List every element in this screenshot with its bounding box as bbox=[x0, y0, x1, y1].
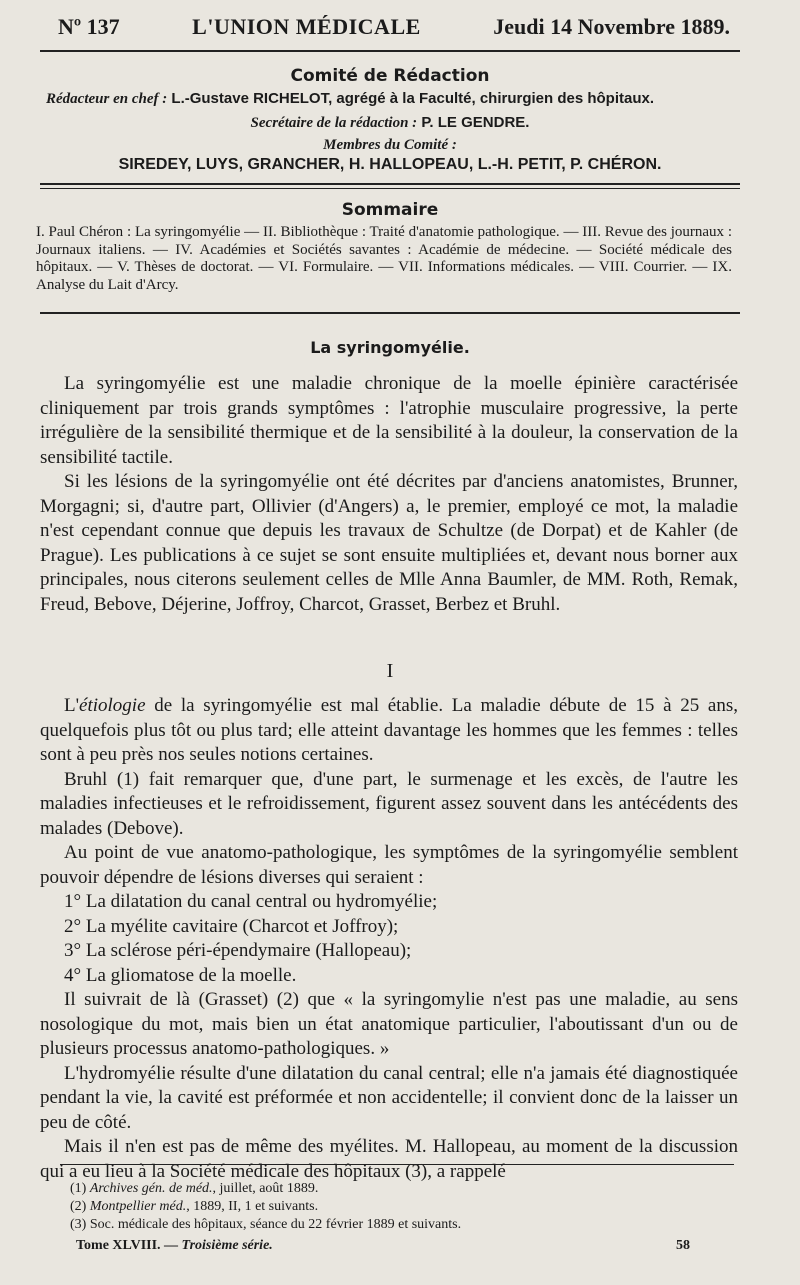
secretaire-label: Secrétaire de la rédaction : bbox=[250, 115, 418, 131]
header-rule bbox=[40, 50, 740, 52]
membres-label: Membres du Comité : bbox=[323, 137, 457, 153]
footnote-2 bbox=[70, 1198, 720, 1216]
paragraph: La syringomyélie est une maladie chronique de la moelle épinière caractérisée cliniquement par trois grands symptômes : l'atrophie musculaire progressive, la perte irrégulière de la sensibilité thermique et de la sensibilité à la douleur, la conservation de la sensibilité tactile. bbox=[40, 373, 738, 468]
comite-rule-2 bbox=[40, 188, 740, 189]
secretaire-value: P. LE GENDRE. bbox=[421, 114, 530, 131]
paragraph: Mais il n'en est pas de même des myélites. M. Hallopeau, au moment de la discussion qui a eu lieu à la Société médicale des hôpitaux (3), a rappelé bbox=[40, 1136, 738, 1182]
sommaire-text: I. Paul Chéron : La syringomyélie — II. Bibliothèque : Traité d'anatomie pathologique. — III. Revue des journaux : Journaux italiens. — IV. Académies et Sociétés savantes : Académie de médecine. — Société médicale des hôpitaux. — V. Thèses de doctorat. — VI. Formulaire. — VII. Informations médicales. — VIII. Courrier. — IX. Analyse du Lait d'Arcy. bbox=[36, 224, 732, 293]
article-body bbox=[40, 694, 738, 1184]
tome-text: Tome XLVIII. — bbox=[76, 1238, 182, 1253]
footnote-detail: Soc. médicale des hôpitaux, séance du 22 février 1889 et suivants. bbox=[89, 1217, 462, 1232]
paragraph: Au point de vue anatomo-pathologique, les symptômes de la syringomyélie semblent pouvoir dépendre de lésions diverses qui seraient : bbox=[40, 842, 738, 888]
secretaire-line bbox=[40, 114, 740, 132]
list-item: 1° La dilatation du canal central ou hydromyélie; bbox=[64, 891, 438, 912]
redacteur-value: L.-Gustave RICHELOT, agrégé à la Faculté, chirurgien des hôpitaux. bbox=[171, 90, 655, 107]
footnote-number: (2) bbox=[70, 1199, 87, 1214]
comite-rule-1 bbox=[40, 183, 740, 185]
journal-title: L'UNION MÉDICALE bbox=[192, 14, 421, 39]
comite-title: Comité de Rédaction bbox=[290, 66, 490, 86]
footnote-source: Archives gén. de méd. bbox=[89, 1181, 213, 1196]
paragraph: Il suivrait de là (Grasset) (2) que « la syringomylie n'est pas une maladie, au sens nosologique du mot, mais bien un état anatomique particulier, l'aboutissant d'un ou de plusieurs processus anatomo-pathologiques. » bbox=[40, 989, 738, 1059]
footnote-source: Montpellier méd. bbox=[89, 1199, 187, 1214]
etiologie-paragraph bbox=[40, 694, 738, 768]
membres-value: SIREDEY, LUYS, GRANCHER, H. HALLOPEAU, L.-H. PETIT, P. CHÉRON. bbox=[118, 156, 662, 173]
etiologie-word: étiologie bbox=[79, 695, 146, 716]
footnote-number: (3) bbox=[70, 1217, 87, 1232]
sommaire-title: Sommaire bbox=[341, 200, 439, 220]
list-item: 3° La sclérose péri-épendymaire (Hallopeau); bbox=[64, 940, 412, 961]
footnote-number: (1) bbox=[70, 1181, 87, 1196]
footnote-rule bbox=[60, 1164, 734, 1165]
footnotes bbox=[70, 1180, 720, 1234]
article-intro bbox=[40, 372, 738, 617]
serie-text: Troisième série. bbox=[181, 1238, 273, 1253]
list-item: 2° La myélite cavitaire (Charcot et Joffroy); bbox=[64, 915, 399, 937]
tome-label bbox=[76, 1238, 273, 1254]
page-footer bbox=[76, 1238, 690, 1254]
footnote-3 bbox=[70, 1216, 720, 1234]
paragraph: Si les lésions de la syringomyélie ont été décrites par d'anciens anatomistes, Brunner, Morgagni; si, d'autre part, Ollivier (d'Angers) a, le premier, employé ce mot, la maladie n'est cependant connue que depuis les travaux de Schultze (de Dorpat) et de Kahler (de Prague). Les publications à ce sujet se sont ensuite multipliées et, devant nous borner aux principales, nous citerons seulement celles de Mlle Anna Baumler, de MM. Roth, Remak, Freud, Bebove, Déjerine, Joffroy, Charcot, Grasset, Berbez et Bruhl. bbox=[40, 471, 738, 615]
lesion-list bbox=[40, 890, 738, 988]
etiologie-prefix: L' bbox=[64, 695, 80, 716]
footnote-1 bbox=[70, 1180, 720, 1198]
issue-number: Nº 137 bbox=[58, 14, 120, 39]
section-numeral: I bbox=[386, 660, 394, 682]
page-header bbox=[58, 14, 730, 48]
paragraph: Bruhl (1) fait remarquer que, d'une part, le surmenage et les excès, de l'autre les maladies infectieuses et le refroidissement, figurent assez souvent dans les antécédents des malades (Debove). bbox=[40, 768, 738, 839]
membres-label-line bbox=[40, 136, 740, 154]
paragraph: L'hydromyélie résulte d'une dilatation du canal central; elle n'a jamais été diagnostiquée pendant la vie, la cavité est préformée et non accidentelle; il convient donc de la laisser un peu de côté. bbox=[40, 1062, 738, 1133]
issue-date: Jeudi 14 Novembre 1889. bbox=[493, 14, 730, 39]
redacteur-label: Rédacteur en chef : bbox=[46, 91, 168, 107]
etiologie-rest: de la syringomyélie est mal établie. La maladie débute de 15 à 25 ans, quelquefois plus tôt ou plus tard; elle atteint davantage les hommes que les femmes : telles sont à peu près nos seules notions certaines. bbox=[40, 695, 738, 765]
redacteur-line bbox=[46, 90, 740, 108]
list-item: 4° La gliomatose de la moelle. bbox=[64, 964, 297, 986]
sommaire-rule bbox=[40, 312, 740, 314]
footnote-detail: , 1889, II, 1 et suivants. bbox=[186, 1199, 319, 1214]
article-title: La syringomyélie. bbox=[310, 338, 470, 357]
footnote-detail: , juillet, août 1889. bbox=[212, 1181, 319, 1196]
page-number: 58 bbox=[676, 1238, 690, 1253]
